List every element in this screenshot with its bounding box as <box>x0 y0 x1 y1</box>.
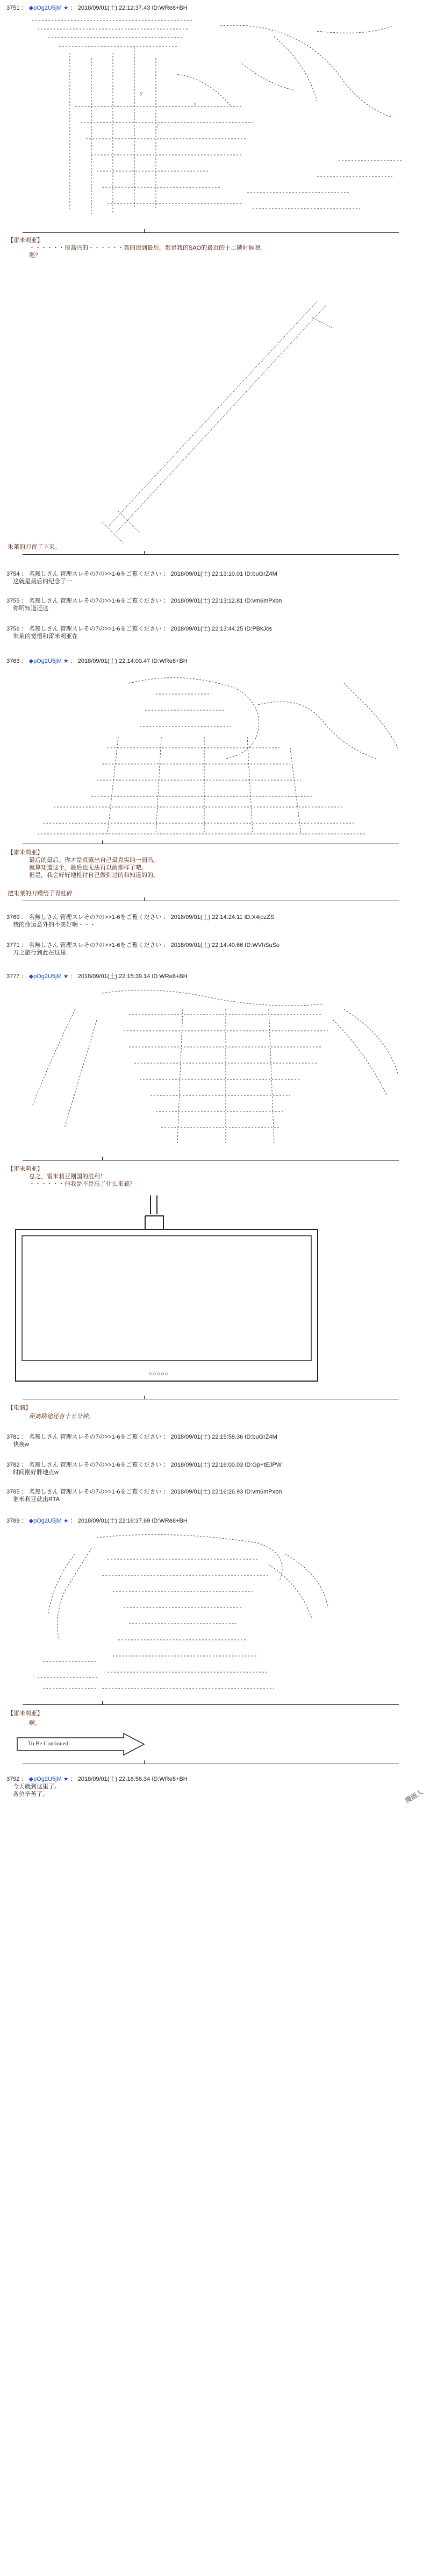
speaker-label: 【雷米莉亚】 <box>8 1710 43 1717</box>
post-header: 3785 ： 名無しさん 管理スレその7の>>1-6をご覧ください ： 2018/09/01(土) 22:16:26.93 ID:vm6mPxbn <box>6 1489 282 1495</box>
scene-divider <box>23 1704 399 1705</box>
divider-tick <box>102 1701 103 1705</box>
post-header: 3751 ： ◆pOg2U5jM ★ ： 2018/09/01(土) 22:12:37.43 ID:WRe8+BH <box>6 5 188 11</box>
monitor-buttons: ○○○○○ <box>148 1371 169 1377</box>
ascii-art-frog-knight <box>22 673 408 839</box>
post-3777 <box>0 973 430 980</box>
monitor-screen <box>15 1229 318 1382</box>
post-header: 3789 ： ◆pOg2U5jM ★ ： 2018/09/01(土) 22:16:37.69 ID:WRe8+BH <box>6 1518 188 1524</box>
ascii-art-remilia-sigh <box>32 1532 333 1694</box>
author-text: 管理スレその7の>>1-6をご覧ください <box>60 1489 162 1495</box>
post-number: 3755 <box>6 598 20 604</box>
dialogue-line: 最后的最后。你才是真露出自己最真实的一面吗。 <box>29 857 159 864</box>
ascii-art-remilia-victory <box>22 988 408 1149</box>
author-text: 管理スレその7の>>1-6をご覧ください <box>60 1434 162 1440</box>
post-header: 3769 ： 名無しさん 管理スレその7の>>1-6をご覧ください ： 2018/09/01(土) 22:14:24.11 ID:X4ipzZS <box>6 914 275 921</box>
post-meta: 2018/09/01(土) 22:14:24.11 ID:X4ipzZS <box>170 914 275 921</box>
divider-tick <box>144 551 145 555</box>
post-number: 3771 <box>6 942 20 949</box>
post-body: 你明知道还这 <box>13 605 48 612</box>
post-header: 3782 ： 名無しさん 管理スレその7の>>1-6をご覧ください ： 2018/09/01(土) 22:16:00.03 ID:Gp+tEJPW <box>6 1462 282 1468</box>
author-name: 名無しさん <box>28 1489 59 1495</box>
author-trip[interactable]: ◆pOg2U5jM <box>28 5 62 11</box>
post-header: 3763 ： ◆pOg2U5jM ★ ： 2018/09/01(土) 22:14:00.47 ID:WRe8+BH <box>6 658 188 664</box>
speaker-label: 【雷米莉亚】 <box>8 1166 43 1172</box>
dialogue-line: 总之，雷米莉亚刚国的胜利！ <box>29 1173 106 1180</box>
author-trip[interactable]: ◆pOg2U5jM <box>28 1776 62 1782</box>
post-number: 3769 <box>6 914 20 921</box>
post-body: 我的命运意外的不美好啊・・・ <box>13 922 96 928</box>
svg-text:ﾉ: ﾉ <box>156 123 159 130</box>
post-number: 3763 <box>6 658 20 664</box>
post-header: 3756 ： 名無しさん 管理スレその7の>>1-6をご覧ください ： 2018/09/01(土) 22:13:44.25 ID:PBkJcs <box>6 626 273 632</box>
post-number: 3781 <box>6 1434 20 1440</box>
post-meta: 2018/09/01(土) 22:13:10.01 ID:buGrZ4M <box>170 571 277 577</box>
dialogue-line: 距离路途还有十五分钟。 <box>29 1413 94 1420</box>
post-number: 3756 <box>6 626 20 632</box>
author-text: 管理スレその7の>>1-6をご覧ください <box>60 571 162 577</box>
svg-text:ｿ: ｿ <box>140 90 143 97</box>
star-icon: ★ <box>63 1776 69 1782</box>
post-meta: 2018/09/01(土) 22:16:26.93 ID:vm6mPxbn <box>170 1489 282 1495</box>
author-text: 管理スレその7の>>1-6をご覧ください <box>60 942 162 949</box>
star-icon: ★ <box>63 658 69 664</box>
scene-caption: 朱莱的刀留了下来。 <box>8 544 61 550</box>
author-name: 名無しさん <box>28 942 59 949</box>
post-number: 3754 <box>6 571 20 577</box>
post-header: 3771 ： 名無しさん 管理スレその7の>>1-6をご覧ください ： 2018/09/01(土) 22:14:40.66 ID:WVhSuSe <box>6 942 280 949</box>
post-body: 快换w <box>13 1441 29 1448</box>
speaker-label: 【雷米莉亚】 <box>8 850 43 856</box>
post-body-line: 今天就到这里了。 <box>13 1784 60 1790</box>
speaker-label: 【雷米莉亚】 <box>8 237 43 244</box>
post-header: 3754 ： 名無しさん 管理スレその7の>>1-6をご覧ください ： 2018/09/01(土) 22:13:10.01 ID:buGrZ4M <box>6 571 277 577</box>
post-3781 <box>0 1433 430 1448</box>
dialogue-line: 啊。 <box>29 1720 41 1726</box>
author-name: 名無しさん <box>28 1434 59 1440</box>
post-3771 <box>0 942 430 957</box>
dialogue <box>16 857 159 879</box>
post-3789 <box>0 1517 430 1525</box>
author-trip[interactable]: ◆pOg2U5jM <box>28 658 62 664</box>
post-number: 3777 <box>6 973 20 980</box>
author-name: 名無しさん <box>28 1462 59 1468</box>
divider-tick <box>144 229 145 233</box>
dialogue-line: 就算知道这个，最后也无法再以前那样了吧。 <box>29 865 147 871</box>
post-3755 <box>0 597 430 612</box>
author-trip[interactable]: ◆pOg2U5jM <box>28 973 62 980</box>
post-3763 <box>0 657 430 665</box>
dialogue <box>16 1173 135 1188</box>
post-3782 <box>0 1461 430 1476</box>
post-meta: 2018/09/01(土) 22:16:00.03 ID:Gp+tEJPW <box>170 1462 282 1468</box>
post-meta: 2018/09/01(土) 22:16:56.34 ID:WRe8+BH <box>77 1776 188 1782</box>
star-icon: ★ <box>63 1518 69 1524</box>
divider-tick <box>102 840 103 844</box>
post-number: 3792 <box>6 1776 20 1782</box>
post-body: 朱莱的觉悟和雷米莉亚在 <box>13 633 78 640</box>
post-3754 <box>0 570 430 585</box>
post-3792 <box>0 1775 430 1798</box>
ascii-art-sword <box>86 296 344 543</box>
speaker-label: 【电脑】 <box>8 1405 31 1411</box>
author-name: 名無しさん <box>28 626 59 632</box>
author-text: 管理スレその7の>>1-6をご覧ください <box>60 626 162 632</box>
post-3769 <box>0 914 430 929</box>
author-text: 管理スレその7の>>1-6をご覧ください <box>60 914 162 921</box>
author-trip[interactable]: ◆pOg2U5jM <box>28 1518 62 1524</box>
divider-tick <box>144 897 145 901</box>
dialogue-line: ・・・・・・很高兴的・・・・・・真的遗到最后。都是我的SAO的最近的十二隣时候嗯。 <box>29 245 267 251</box>
divider-tick <box>102 1157 103 1160</box>
svg-text:ﾊ: ﾊ <box>194 101 197 108</box>
post-header: 3792 ： ◆pOg2U5jM ★ ： 2018/09/01(土) 22:16:56.34 ID:WRe8+BH <box>6 1776 188 1782</box>
post-3756 <box>0 625 430 640</box>
post-body: 时间刚好胖地点w <box>13 1469 59 1476</box>
post-meta: 2018/09/01(土) 22:16:37.69 ID:WRe8+BH <box>77 1518 188 1524</box>
to-be-continued-label: To Be Continued <box>28 1740 69 1747</box>
dialogue <box>16 244 266 259</box>
author-name: 名無しさん <box>28 598 59 604</box>
post-meta: 2018/09/01(土) 22:14:40.66 ID:WVhSuSe <box>170 942 280 949</box>
post-header: 3755 ： 名無しさん 管理スレその7の>>1-6をご覧ください ： 2018/09/01(土) 22:13:12.81 ID:vm6mPxbn <box>6 598 282 604</box>
star-icon: ★ <box>63 5 69 11</box>
author-name: 名無しさん <box>28 914 59 921</box>
post-meta: 2018/09/01(土) 22:15:39.14 ID:WRe8+BH <box>77 973 188 980</box>
ascii-art-knight <box>16 15 425 225</box>
post-3751 <box>0 4 430 12</box>
divider-tick <box>144 1396 145 1399</box>
scene-divider <box>23 554 399 555</box>
post-number: 3782 <box>6 1462 20 1468</box>
post-meta: 2018/09/01(土) 22:13:44.25 ID:PBkJcs <box>170 626 273 632</box>
post-header: 3777 ： ◆pOg2U5jM ★ ： 2018/09/01(土) 22:15:39.14 ID:WRe8+BH <box>6 973 188 980</box>
post-meta: 2018/09/01(土) 22:14:00.47 ID:WRe8+BH <box>77 658 188 664</box>
post-meta: 2018/09/01(土) 22:13:12.81 ID:vm6mPxbn <box>170 598 282 604</box>
watermark-logo: 漫画人 <box>404 1788 425 1804</box>
post-header: 3781 ： 名無しさん 管理スレその7の>>1-6をご覧ください ： 2018/09/01(土) 22:15:58.36 ID:buGrZ4M <box>6 1434 277 1440</box>
post-number: 3785 <box>6 1489 20 1495</box>
post-body: 这就是最后的纪念了一 <box>13 578 72 585</box>
author-text: 管理スレその7の>>1-6をご覧ください <box>60 598 162 604</box>
author-name: 名無しさん <box>28 571 59 577</box>
post-meta: 2018/09/01(土) 22:12:37.43 ID:WRe8+BH <box>77 5 188 11</box>
post-body: 刀之旅行到此在这里 <box>13 950 66 956</box>
dialogue-line: 但是，我会好好地检讨自己做到过的和知道的的。 <box>29 872 159 879</box>
post-number: 3751 <box>6 5 20 11</box>
dialogue-line: ・・・・・・但我是不是忘了什么来着？ <box>29 1181 135 1187</box>
post-3785 <box>0 1488 430 1503</box>
post-body-line: 各位辛苦了。 <box>13 1791 48 1797</box>
star-icon: ★ <box>63 973 69 980</box>
divider-tick <box>144 1760 145 1764</box>
monitor-stand <box>140 1195 172 1229</box>
dialogue-line: 嗯？ <box>29 252 41 259</box>
post-meta: 2018/09/01(土) 22:15:58.36 ID:buGrZ4M <box>170 1434 277 1440</box>
author-text: 管理スレその7の>>1-6をご覧ください <box>60 1462 162 1468</box>
scene-caption: 把朱莱的刀赠给了青蛙碎 <box>8 890 73 897</box>
scene-divider <box>23 232 399 233</box>
post-body: 谁米利亚就出RTA <box>13 1496 60 1503</box>
post-number: 3789 <box>6 1518 20 1524</box>
